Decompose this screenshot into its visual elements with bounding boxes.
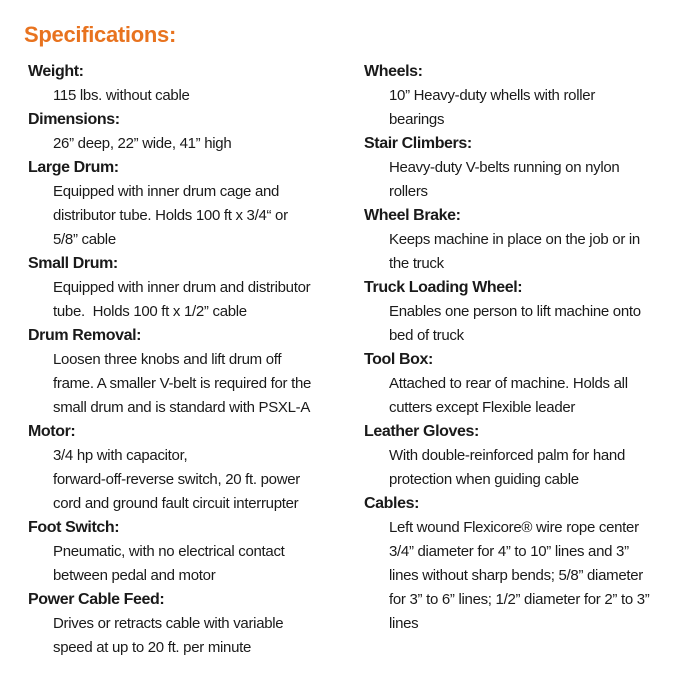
spec-label: Motor: — [28, 423, 76, 440]
spec-line: lines without sharp bends; 5/8” diameter — [389, 567, 643, 584]
spec-line: 26” deep, 22” wide, 41” high — [53, 135, 232, 152]
spec-large-drum — [28, 156, 350, 252]
spec-small-drum — [28, 252, 350, 324]
spec-value — [28, 540, 350, 588]
spec-line: forward-off-reverse switch, 20 ft. power — [53, 471, 300, 488]
spec-line: for 3” to 6” lines; 1/2” diameter for 2” to 3” — [389, 591, 650, 608]
spec-truck-loading-wheel — [364, 276, 686, 348]
spec-line: 5/8” cable — [53, 231, 116, 248]
specs-right-column — [364, 60, 686, 636]
spec-tool-box — [364, 348, 686, 420]
spec-line: 10” Heavy-duty whells with roller — [389, 87, 596, 104]
spec-line: 3/4 hp with capacitor, — [53, 447, 188, 464]
spec-line: Keeps machine in place on the job or in — [389, 231, 640, 248]
spec-value — [28, 180, 350, 252]
spec-line: lines — [389, 615, 419, 632]
spec-value — [28, 444, 350, 516]
spec-label: Truck Loading Wheel: — [364, 279, 523, 296]
spec-value — [28, 612, 350, 660]
spec-power-cable-feed — [28, 588, 350, 660]
spec-value — [364, 516, 686, 636]
spec-line: Equipped with inner drum and distributor — [53, 279, 311, 296]
spec-line: protection when guiding cable — [389, 471, 579, 488]
spec-cables — [364, 492, 686, 636]
spec-value — [28, 276, 350, 324]
spec-line: Left wound Flexicore® wire rope center — [389, 519, 639, 536]
spec-line: Equipped with inner drum cage and — [53, 183, 280, 200]
spec-value — [364, 156, 686, 204]
spec-line: 115 lbs. without cable — [53, 87, 190, 104]
spec-line: bearings — [389, 111, 445, 128]
spec-wheel-brake — [364, 204, 686, 276]
spec-drum-removal — [28, 324, 350, 420]
spec-value — [28, 84, 350, 108]
spec-foot-switch — [28, 516, 350, 588]
spec-label: Power Cable Feed: — [28, 591, 165, 608]
spec-line: Loosen three knobs and lift drum off — [53, 351, 282, 368]
spec-line: small drum and is standard with PSXL-A — [53, 399, 311, 416]
spec-line: Attached to rear of machine. Holds all — [389, 375, 628, 392]
spec-label: Large Drum: — [28, 159, 119, 176]
spec-value — [364, 372, 686, 420]
spec-value — [364, 84, 686, 132]
spec-leather-gloves — [364, 420, 686, 492]
spec-line: distributor tube. Holds 100 ft x 3/4“ or — [53, 207, 288, 224]
spec-weight — [28, 60, 350, 108]
spec-label: Dimensions: — [28, 111, 120, 128]
spec-line: speed at up to 20 ft. per minute — [53, 639, 252, 656]
spec-line: tube. Holds 100 ft x 1/2” cable — [53, 303, 247, 320]
spec-label: Foot Switch: — [28, 519, 120, 536]
spec-dimensions — [28, 108, 350, 156]
spec-line: Pneumatic, with no electrical contact — [53, 543, 285, 560]
spec-line: bed of truck — [389, 327, 464, 344]
spec-label: Leather Gloves: — [364, 423, 479, 440]
spec-stair-climbers — [364, 132, 686, 204]
spec-line: frame. A smaller V-belt is required for the — [53, 375, 312, 392]
spec-value — [364, 228, 686, 276]
spec-line: Drives or retracts cable with variable — [53, 615, 284, 632]
spec-line: rollers — [389, 183, 428, 200]
spec-label: Tool Box: — [364, 351, 433, 368]
spec-label: Weight: — [28, 63, 84, 80]
spec-label: Wheel Brake: — [364, 207, 461, 224]
spec-value — [364, 300, 686, 348]
spec-value — [364, 444, 686, 492]
spec-line: the truck — [389, 255, 444, 272]
spec-label: Small Drum: — [28, 255, 118, 272]
spec-line: Enables one person to lift machine onto — [389, 303, 641, 320]
spec-value — [28, 348, 350, 420]
spec-line: between pedal and motor — [53, 567, 216, 584]
spec-motor — [28, 420, 350, 516]
spec-line: cutters except Flexible leader — [389, 399, 576, 416]
page-title: Specifications: — [24, 22, 176, 47]
spec-label: Cables: — [364, 495, 419, 512]
spec-label: Stair Climbers: — [364, 135, 472, 152]
spec-label: Wheels: — [364, 63, 423, 80]
spec-line: With double-reinforced palm for hand — [389, 447, 625, 464]
spec-value — [28, 132, 350, 156]
spec-wheels — [364, 60, 686, 132]
spec-line: 3/4” diameter for 4” to 10” lines and 3” — [389, 543, 629, 560]
spec-line: cord and ground fault circuit interrupter — [53, 495, 299, 512]
spec-label: Drum Removal: — [28, 327, 142, 344]
specs-left-column — [28, 60, 350, 660]
spec-line: Heavy-duty V-belts running on nylon — [389, 159, 620, 176]
